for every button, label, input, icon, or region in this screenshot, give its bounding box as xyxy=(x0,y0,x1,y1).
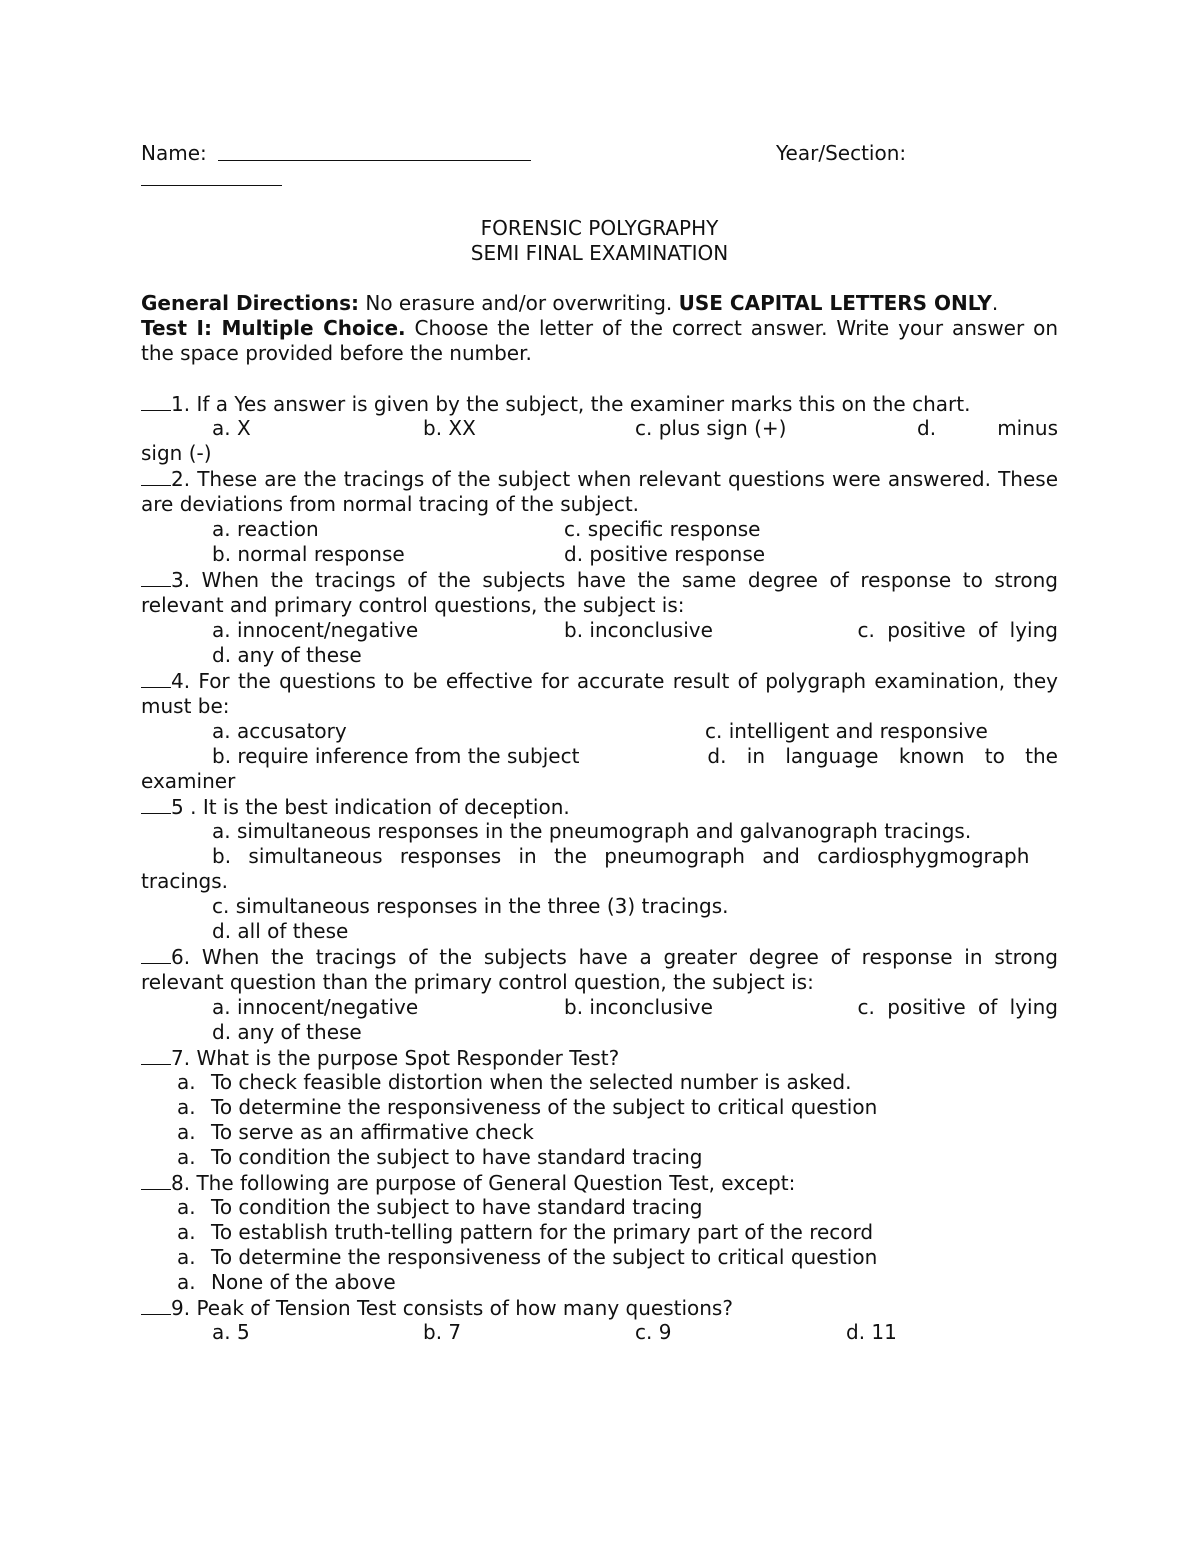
choice: To determine the responsiveness of the subject to critical question xyxy=(211,1095,878,1119)
choice: To establish truth-telling pattern for the primary part of the record xyxy=(211,1220,874,1244)
choice: b. inconclusive xyxy=(564,618,713,642)
choice: c. 9 xyxy=(635,1320,672,1344)
question-text: When the tracings of the subjects have a greater degree of response in strong relevant question than the primary control question, the subject is: xyxy=(141,945,1058,994)
choice: a. innocent/negative xyxy=(212,995,419,1019)
choice: b. normal response xyxy=(212,542,405,566)
question-7: 7. What is the purpose Spot Responder Test? a. To check feasible distortion when the selected number is asked. a. To determine the responsiveness of the subject to critical question a. To serve as an affirmative check a. To condition the subject to have standard tracing xyxy=(141,1045,1058,1170)
general-directions: General Directions: No erasure and/or overwriting. USE CAPITAL LETTERS ONLY. xyxy=(141,291,999,315)
choice: None of the above xyxy=(211,1270,396,1294)
choice: b. simultaneous responses in the pneumograph and cardiosphygmograph xyxy=(212,844,1030,868)
question-text: Peak of Tension Test consists of how many questions? xyxy=(196,1296,733,1320)
header-row xyxy=(141,141,1058,166)
choices-row xyxy=(141,1320,1058,1345)
choice: c. intelligent and responsive xyxy=(705,719,988,743)
answer-blank-9[interactable] xyxy=(141,1295,171,1315)
choice: tracings. xyxy=(141,869,229,893)
question-text: When the tracings of the subjects have the same degree of response to strong relevant and primary control questions, the subject is: xyxy=(141,568,1059,617)
test-label: Test I: Multiple Choice. xyxy=(141,316,406,340)
choice: b. XX xyxy=(423,416,476,440)
choice: a. reaction xyxy=(212,517,319,541)
choices-row xyxy=(141,517,1058,542)
question-9: 9. Peak of Tension Test consists of how many questions? a. 5 b. 7 c. 9 d. 11 xyxy=(141,1295,1058,1345)
answer-blank-5[interactable] xyxy=(141,794,171,814)
choice: b. 7 xyxy=(423,1320,462,1344)
choice: a. innocent/negative xyxy=(212,618,419,642)
question-4: 4. For the questions to be effective for accurate result of polygraph examination, they must be: a. accusatory c. intelligent and responsive b. require inference from the subject d. in language known to the examiner xyxy=(141,669,1059,793)
choices-row xyxy=(141,719,1058,744)
choice: To check feasible distortion when the selected number is asked. xyxy=(211,1070,852,1094)
answer-blank-3[interactable] xyxy=(141,567,171,587)
choice: d. any of these xyxy=(212,1020,362,1044)
choice: d. 11 xyxy=(846,1320,897,1344)
title-line-1: FORENSIC POLYGRAPHY xyxy=(480,216,719,240)
choice: a. 5 xyxy=(212,1320,250,1344)
question-text: These are the tracings of the subject when relevant questions were answered. These are deviations from normal tracing of the subject. xyxy=(141,467,1059,516)
choice: c. simultaneous responses in the three (3) tracings. xyxy=(212,894,729,918)
choices-row xyxy=(141,542,1058,567)
choice: b. inconclusive xyxy=(564,995,713,1019)
question-1: 1. If a Yes answer is given by the subject, the examiner marks this on the chart. a. X b. XX c. plus sign (+) d. minus sign (-) xyxy=(141,392,1058,465)
answer-blank-1[interactable] xyxy=(141,391,171,411)
test-directions xyxy=(141,316,1058,366)
header-row-2 xyxy=(141,166,1058,191)
question-2: 2. These are the tracings of the subject when relevant questions were answered. These are deviations from normal tracing of the subject. a. reaction c. specific response b. normal response d. positive response xyxy=(141,467,1059,566)
question-text: For the questions to be effective for accurate result of polygraph examination, they must be: xyxy=(141,669,1059,718)
question-text: If a Yes answer is given by the subject, the examiner marks this on the chart. xyxy=(196,392,971,416)
choice: b. require inference from the subject xyxy=(212,744,580,768)
answer-blank-8[interactable] xyxy=(141,1170,171,1190)
choices-row xyxy=(141,995,1058,1020)
question-text: It is the best indication of deception. xyxy=(202,795,570,819)
choice: To condition the subject to have standard tracing xyxy=(211,1145,703,1169)
question-8: 8. The following are purpose of General Question Test, except: a. To condition the subject to have standard tracing a. To establish truth-telling pattern for the primary part of the record a. To determine the responsiveness of the subject to critical question a. None of the above xyxy=(141,1170,1058,1295)
choice: d. positive response xyxy=(564,542,766,566)
choice: To serve as an affirmative check xyxy=(211,1120,534,1144)
choice: c. positive of lying xyxy=(857,618,1058,642)
test-directions-text: Choose the letter of the correct answer. Write your answer on the space provided before the number. xyxy=(141,316,1059,365)
choice: a. X xyxy=(212,416,251,440)
choice: c. specific response xyxy=(564,517,761,541)
name-blank[interactable] xyxy=(218,141,531,161)
year-section-label: Year/Section: xyxy=(776,141,907,165)
choice: To condition the subject to have standard tracing xyxy=(211,1195,703,1219)
exam-page xyxy=(141,141,1058,1345)
choice: minus xyxy=(997,416,1058,440)
question-6: 6. When the tracings of the subjects have a greater degree of response in strong relevant question than the primary control question, the subject is: a. innocent/negative b. inconclusive c. positive of lying d. any of these xyxy=(141,945,1058,1044)
choice: a. simultaneous responses in the pneumograph and galvanograph tracings. xyxy=(212,819,972,843)
question-3: 3. When the tracings of the subjects have the same degree of response to strong relevant and primary control questions, the subject is: a. innocent/negative b. inconclusive c. positive of lying d. any of these xyxy=(141,568,1059,667)
choices-row xyxy=(141,416,1058,441)
choice: c. plus sign (+) xyxy=(635,416,787,440)
general-directions-label: General Directions: xyxy=(141,291,359,315)
choice: d. xyxy=(917,416,937,440)
choice: d. in language known to the xyxy=(707,744,1058,768)
choice: sign (-) xyxy=(141,441,212,465)
question-text: What is the purpose Spot Responder Test? xyxy=(196,1046,620,1070)
answer-blank-7[interactable] xyxy=(141,1045,171,1065)
choice: d. all of these xyxy=(212,919,349,943)
answer-blank-6[interactable] xyxy=(141,944,171,964)
answer-blank-4[interactable] xyxy=(141,668,171,688)
choices-row xyxy=(141,618,1058,643)
choice: a. accusatory xyxy=(212,719,347,743)
name-label: Name: xyxy=(141,141,207,165)
title-line-2: SEMI FINAL EXAMINATION xyxy=(470,241,729,265)
answer-blank-2[interactable] xyxy=(141,466,171,486)
choice: d. any of these xyxy=(212,643,362,667)
question-text: The following are purpose of General Question Test, except: xyxy=(196,1171,796,1195)
choice: examiner xyxy=(141,769,236,793)
capital-letters-emphasis: USE CAPITAL LETTERS ONLY xyxy=(678,291,992,315)
choice: c. positive of lying xyxy=(857,995,1058,1019)
choices-row xyxy=(141,744,1058,769)
general-directions-text: No erasure and/or overwriting. xyxy=(365,291,673,315)
choice: To determine the responsiveness of the subject to critical question xyxy=(211,1245,878,1269)
question-5: 5 . It is the best indication of deception. a. simultaneous responses in the pneumograph and galvanograph tracings. b. simultaneous responses in the pneumograph and cardiosphygmograph tracings. c. simultaneous responses in the three (3) tracings. d. all of these xyxy=(141,794,1058,944)
year-section-blank[interactable] xyxy=(141,166,282,186)
